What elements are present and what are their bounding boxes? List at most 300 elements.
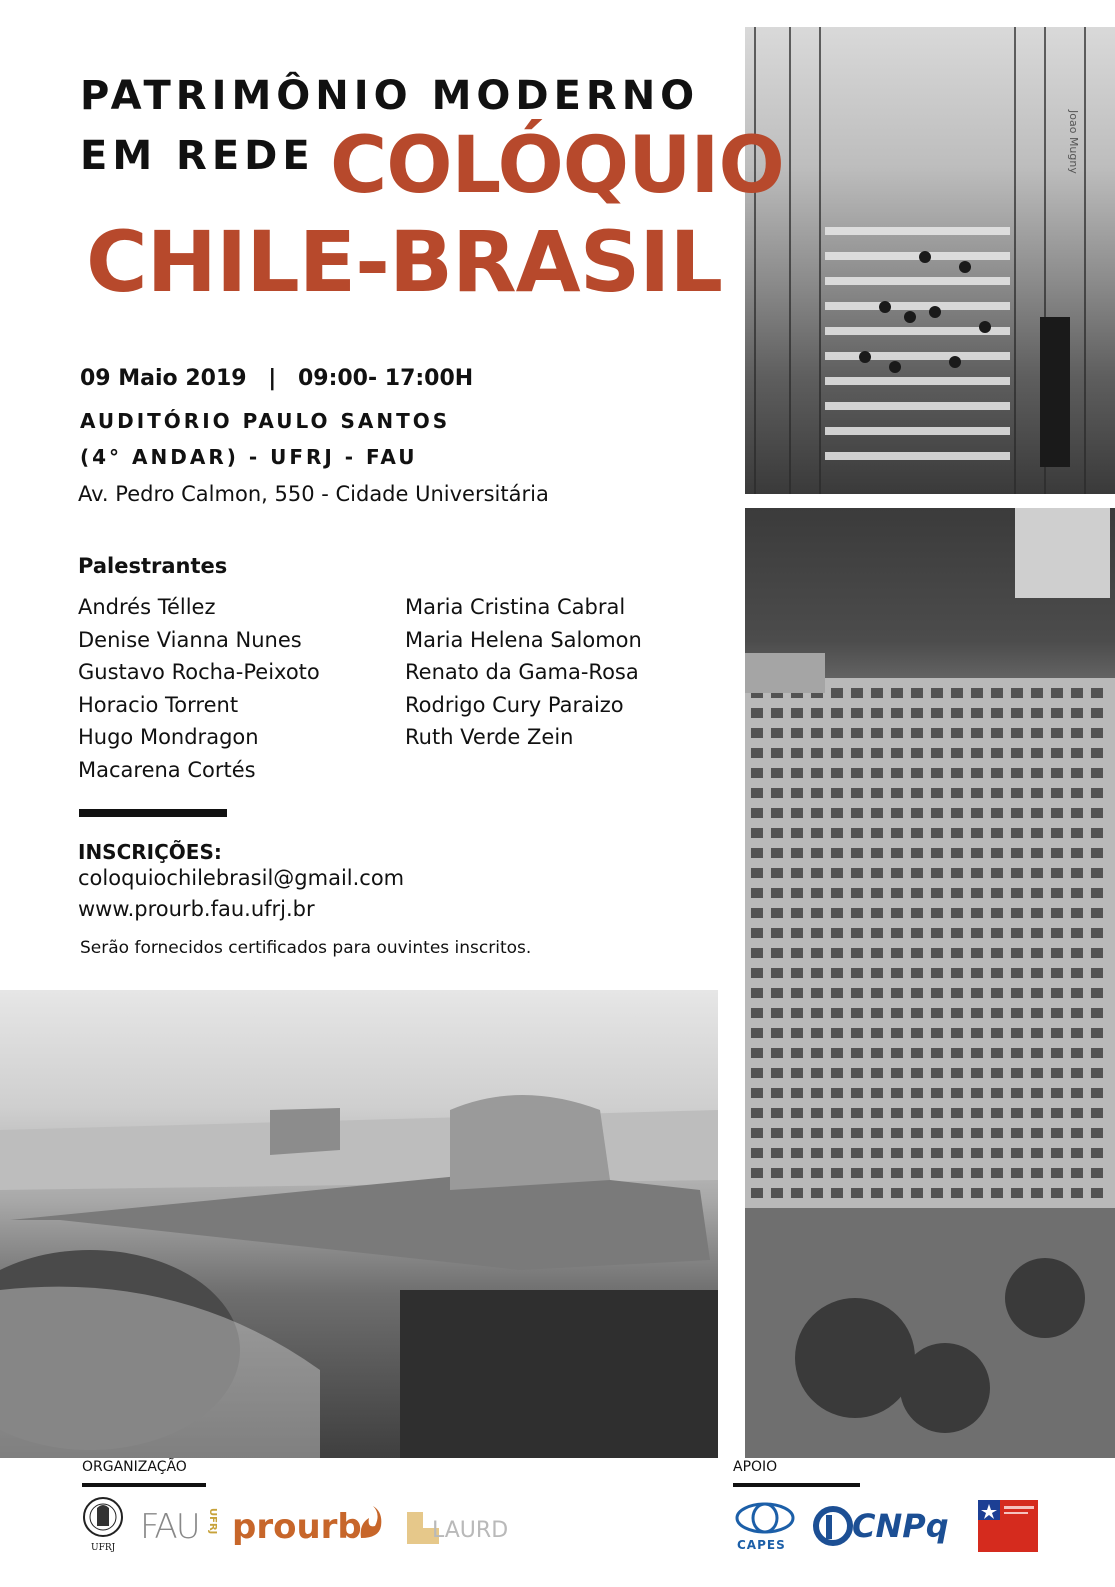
facade-window (831, 868, 843, 878)
cnpq-symbol-icon (812, 1505, 854, 1547)
facade-window (771, 708, 783, 718)
facade-window (851, 1048, 863, 1058)
facade-window (891, 728, 903, 738)
speaker-name: Maria Cristina Cabral (405, 595, 626, 619)
capes-logo (735, 1500, 795, 1556)
facade-window (951, 868, 963, 878)
facade-window (931, 848, 943, 858)
title-line-1: PATRIMÔNIO MODERNO (80, 73, 700, 119)
speakers-heading: Palestrantes (78, 554, 228, 578)
venue-line-1: AUDITÓRIO PAULO SANTOS (80, 409, 451, 433)
facade-window (811, 728, 823, 738)
facade-window (791, 1108, 803, 1118)
facade-window (951, 1148, 963, 1158)
facade-window (1011, 828, 1023, 838)
facade-window (1031, 1068, 1043, 1078)
facade-window (851, 728, 863, 738)
facade-window (931, 988, 943, 998)
facade-window (831, 1028, 843, 1038)
facade-window (951, 708, 963, 718)
facade-window (931, 1068, 943, 1078)
facade-window (931, 788, 943, 798)
facade-window (891, 1108, 903, 1118)
facade-window (1051, 828, 1063, 838)
facade-window (1051, 788, 1063, 798)
facade-window (911, 1188, 923, 1198)
facade-window (971, 968, 983, 978)
facade-window (891, 1008, 903, 1018)
facade-window (1011, 728, 1023, 738)
facade-window (811, 1128, 823, 1138)
fau-logo-side: UFRJ (207, 1508, 218, 1535)
facade-window (871, 1068, 883, 1078)
facade-window (1071, 708, 1083, 718)
facade-window (1091, 728, 1103, 738)
facade-window (951, 988, 963, 998)
organization-label: ORGANIZAÇÃO (82, 1459, 187, 1475)
facade-window (1071, 1168, 1083, 1178)
facade-window (931, 1108, 943, 1118)
facade-window (751, 1088, 763, 1098)
facade-window (871, 968, 883, 978)
facade-window (771, 788, 783, 798)
facade-window (1031, 768, 1043, 778)
facade-window (831, 808, 843, 818)
facade-window (831, 728, 843, 738)
facade-window (811, 968, 823, 978)
facade-window (831, 708, 843, 718)
facade-window (1011, 968, 1023, 978)
facade-window (1011, 1088, 1023, 1098)
facade-window (971, 1028, 983, 1038)
facade-window (771, 988, 783, 998)
facade-window (811, 948, 823, 958)
facade-window (991, 1148, 1003, 1158)
prourb-logo: prourb (232, 1507, 362, 1547)
facade-window (871, 1088, 883, 1098)
facade-window (1091, 948, 1103, 958)
facade-window (891, 708, 903, 718)
cnpq-mark-icon (812, 1505, 854, 1547)
facade-window (1031, 688, 1043, 698)
stairs-photo-art (745, 27, 1115, 494)
facade-window (1071, 748, 1083, 758)
facade-window (791, 968, 803, 978)
facade-window (1031, 788, 1043, 798)
facade-window (971, 748, 983, 758)
facade-window (1051, 1108, 1063, 1118)
facade-window (851, 808, 863, 818)
facade-window (851, 1188, 863, 1198)
facade-window (851, 1068, 863, 1078)
facade-window (851, 928, 863, 938)
facade-window (791, 1048, 803, 1058)
facade-window (811, 1088, 823, 1098)
facade-window (931, 808, 943, 818)
facade-window (931, 1008, 943, 1018)
facade-window (811, 768, 823, 778)
facade-window (871, 988, 883, 998)
facade-window (1051, 1148, 1063, 1158)
facade-window (791, 848, 803, 858)
facade-window (1031, 848, 1043, 858)
facade-window (811, 848, 823, 858)
facade-window (911, 708, 923, 718)
facade-window (831, 968, 843, 978)
facade-window (791, 948, 803, 958)
facade-window (971, 868, 983, 878)
facade-window (791, 1008, 803, 1018)
facade-window (891, 1128, 903, 1138)
facade-window (771, 948, 783, 958)
certificate-note: Serão fornecidos certificados para ouvintes inscritos. (80, 938, 532, 958)
facade-window (951, 928, 963, 938)
facade-window (851, 908, 863, 918)
facade-window (811, 1008, 823, 1018)
facade-window (871, 688, 883, 698)
facade-window (951, 1028, 963, 1038)
title-accent-2: CHILE-BRASIL (86, 213, 722, 311)
facade-window (951, 1048, 963, 1058)
facade-window (851, 1028, 863, 1038)
facade-window (851, 968, 863, 978)
facade-window (751, 1048, 763, 1058)
facade-window (1051, 1048, 1063, 1058)
facade-window (1051, 908, 1063, 918)
facade-window (751, 988, 763, 998)
facade-window (991, 788, 1003, 798)
facade-window (1031, 1128, 1043, 1138)
facade-window (1051, 728, 1063, 738)
facade-window (751, 928, 763, 938)
facade-window (991, 888, 1003, 898)
facade-window (991, 708, 1003, 718)
event-date: 09 Maio 2019 (80, 366, 247, 391)
facade-window (1031, 708, 1043, 718)
facade-window (1051, 848, 1063, 858)
facade-window (911, 1088, 923, 1098)
facade-window (1071, 788, 1083, 798)
facade-window (811, 748, 823, 758)
facade-window (931, 688, 943, 698)
facade-window (911, 808, 923, 818)
facade-window (811, 888, 823, 898)
facade-window (971, 1128, 983, 1138)
facade-window (1011, 788, 1023, 798)
facade-window (1031, 808, 1043, 818)
facade-window (931, 1028, 943, 1038)
facade-window (771, 928, 783, 938)
facade-window (911, 828, 923, 838)
campus-photo (0, 990, 718, 1458)
facade-window (831, 688, 843, 698)
facade-window (751, 968, 763, 978)
facade-window (751, 708, 763, 718)
facade-window (1011, 1108, 1023, 1118)
facade-window (771, 1088, 783, 1098)
facade-window (771, 848, 783, 858)
facade-window (771, 1008, 783, 1018)
facade-window (831, 1148, 843, 1158)
facade-window (971, 908, 983, 918)
facade-window (1011, 1168, 1023, 1178)
facade-window (1091, 1028, 1103, 1038)
facade-window (891, 848, 903, 858)
facade-window (1051, 768, 1063, 778)
facade-window (871, 728, 883, 738)
ufrj-logo-text: UFRJ (91, 1543, 116, 1553)
facade-window (971, 828, 983, 838)
facade-window (751, 808, 763, 818)
facade-window (771, 808, 783, 818)
venue-line-2: (4° ANDAR) - UFRJ - FAU (80, 445, 418, 469)
facade-window (931, 908, 943, 918)
facade-window (1071, 948, 1083, 958)
facade-window (1011, 1128, 1023, 1138)
prourb-flame-icon (357, 1504, 383, 1540)
facade-window (771, 748, 783, 758)
facade-window (851, 1008, 863, 1018)
ufrj-crest-icon (82, 1496, 124, 1542)
facade-window (1091, 688, 1103, 698)
facade-window (1071, 1068, 1083, 1078)
facade-window (971, 768, 983, 778)
facade-window (911, 1008, 923, 1018)
speaker-name: Andrés Téllez (78, 595, 216, 619)
speaker-name: Maria Helena Salomon (405, 627, 642, 652)
facade-window (871, 708, 883, 718)
facade-window (911, 788, 923, 798)
facade-window (911, 908, 923, 918)
facade-window (831, 768, 843, 778)
facade-window (751, 788, 763, 798)
facade-window (1071, 728, 1083, 738)
facade-window (871, 1188, 883, 1198)
facade-window (951, 768, 963, 778)
facade-window (931, 1168, 943, 1178)
facade-window (951, 888, 963, 898)
facade-window (891, 1168, 903, 1178)
facade-window (1071, 868, 1083, 878)
facade-window (751, 1128, 763, 1138)
facade-window (951, 1008, 963, 1018)
facade-window (971, 888, 983, 898)
facade-window (871, 948, 883, 958)
facade-window (1011, 1008, 1023, 1018)
facade-window (1031, 1088, 1043, 1098)
facade-window (971, 1068, 983, 1078)
facade-window (851, 748, 863, 758)
facade-window (891, 988, 903, 998)
facade-window (1031, 828, 1043, 838)
facade-window (871, 868, 883, 878)
facade-window (871, 828, 883, 838)
facade-window (1051, 1168, 1063, 1178)
facade-window (871, 768, 883, 778)
facade-window (891, 828, 903, 838)
facade-window (1051, 748, 1063, 758)
facade-window (751, 1188, 763, 1198)
facade-window (851, 888, 863, 898)
facade-window (771, 968, 783, 978)
facade-window (1011, 768, 1023, 778)
photo-credit: Joao Mugny (1067, 110, 1080, 174)
facade-window (1031, 1188, 1043, 1198)
facade-window (1031, 928, 1043, 938)
facade-window (911, 988, 923, 998)
facade-window (1051, 1088, 1063, 1098)
facade-window (991, 1108, 1003, 1118)
facade-window (911, 928, 923, 938)
facade-window (971, 788, 983, 798)
facade-window (851, 988, 863, 998)
facade-window (831, 1068, 843, 1078)
facade-window (1071, 1108, 1083, 1118)
facade-window (811, 808, 823, 818)
facade-window (771, 1068, 783, 1078)
speaker-name: Ruth Verde Zein (405, 725, 574, 750)
facade-window (1051, 808, 1063, 818)
facade-window (831, 1188, 843, 1198)
facade-window (831, 908, 843, 918)
facade-window (891, 1148, 903, 1158)
facade-window (831, 828, 843, 838)
facade-window (1071, 1128, 1083, 1138)
facade-window (1071, 808, 1083, 818)
facade-window (1051, 928, 1063, 938)
facade-window (1051, 868, 1063, 878)
facade-window (991, 828, 1003, 838)
facade-window (791, 908, 803, 918)
facade-window (971, 708, 983, 718)
event-time: 09:00- 17:00H (297, 366, 474, 391)
facade-window (831, 1168, 843, 1178)
facade-window (811, 1168, 823, 1178)
facade-window (951, 748, 963, 758)
event-separator: | (268, 366, 277, 391)
facade-window (911, 688, 923, 698)
registration-heading: INSCRIÇÕES: (78, 840, 222, 864)
facade-window (751, 888, 763, 898)
registration-email[interactable]: coloquiochilebrasil@gmail.com (78, 866, 405, 890)
facade-window (771, 1188, 783, 1198)
facade-window (991, 1168, 1003, 1178)
facade-window (991, 908, 1003, 918)
registration-website[interactable]: www.prourb.fau.ufrj.br (78, 897, 315, 921)
facade-window (931, 748, 943, 758)
facade-window (1091, 828, 1103, 838)
organization-rule (82, 1483, 206, 1487)
facade-window (791, 748, 803, 758)
facade-window (851, 1108, 863, 1118)
facade-window (811, 1148, 823, 1158)
facade-window (1051, 988, 1063, 998)
facade-window (991, 768, 1003, 778)
building-photo (745, 508, 1115, 1458)
facade-window (811, 788, 823, 798)
facade-window (751, 748, 763, 758)
facade-window (811, 988, 823, 998)
facade-window (891, 688, 903, 698)
facade-window (1011, 928, 1023, 938)
facade-window (991, 1128, 1003, 1138)
facade-window (871, 848, 883, 858)
facade-window (751, 1108, 763, 1118)
facade-window (771, 888, 783, 898)
facade-window (891, 1028, 903, 1038)
facade-window (991, 988, 1003, 998)
facade-window (831, 748, 843, 758)
facade-window (971, 1188, 983, 1198)
facade-window (1091, 1068, 1103, 1078)
facade-window (931, 828, 943, 838)
facade-window (931, 948, 943, 958)
facade-window (851, 1148, 863, 1158)
facade-window (1011, 908, 1023, 918)
facade-window (1031, 1028, 1043, 1038)
facade-window (891, 908, 903, 918)
facade-window (911, 1108, 923, 1118)
facade-window (991, 948, 1003, 958)
chile-flag-icon (978, 1500, 1038, 1552)
facade-window (891, 748, 903, 758)
facade-window (851, 848, 863, 858)
facade-window (1051, 948, 1063, 958)
facade-window (951, 808, 963, 818)
speaker-name: Denise Vianna Nunes (78, 627, 302, 652)
facade-window (891, 1048, 903, 1058)
facade-window (991, 688, 1003, 698)
facade-window (831, 1088, 843, 1098)
facade-window (1091, 848, 1103, 858)
facade-window (911, 1148, 923, 1158)
facade-window (751, 848, 763, 858)
facade-window (851, 708, 863, 718)
facade-window (1091, 1168, 1103, 1178)
facade-window (1051, 1068, 1063, 1078)
facade-window (911, 1168, 923, 1178)
facade-window (971, 1148, 983, 1158)
facade-window (771, 868, 783, 878)
facade-window (951, 948, 963, 958)
facade-window (791, 788, 803, 798)
facade-window (991, 1068, 1003, 1078)
facade-window (811, 908, 823, 918)
facade-window (1091, 928, 1103, 938)
facade-window (1031, 1008, 1043, 1018)
facade-window (791, 868, 803, 878)
facade-window (1091, 1088, 1103, 1098)
facade-window (1011, 1048, 1023, 1058)
facade-window (1071, 1048, 1083, 1058)
facade-window (951, 1128, 963, 1138)
facade-window (1011, 1188, 1023, 1198)
support-label: APOIO (733, 1459, 778, 1475)
facade-window (931, 868, 943, 878)
speakers-column-2 (405, 591, 642, 754)
speaker-name: Renato da Gama-Rosa (405, 660, 639, 685)
laurd-logo: LAURD (432, 1518, 509, 1543)
facade-window (911, 1068, 923, 1078)
facade-window (771, 1048, 783, 1058)
facade-window (1091, 748, 1103, 758)
facade-window (1091, 908, 1103, 918)
facade-window (951, 968, 963, 978)
facade-window (931, 928, 943, 938)
facade-window (931, 968, 943, 978)
facade-window (871, 748, 883, 758)
facade-window (1091, 1008, 1103, 1018)
